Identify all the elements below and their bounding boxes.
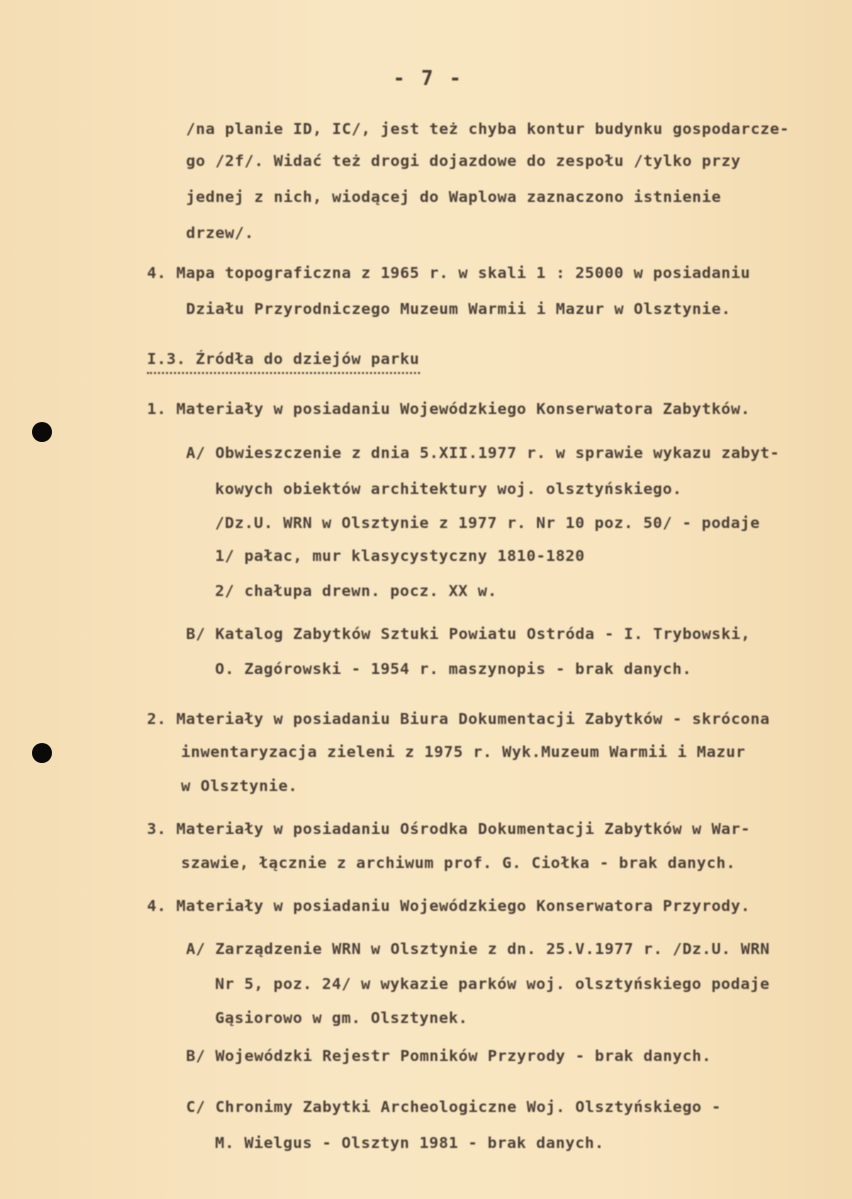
list-line: szawie, łącznie z archiwum prof. G. Ciołka - brak danych.: [181, 854, 736, 872]
map-item-line: Działu Przyrodniczego Muzeum Warmii i Mazur w Olsztynie.: [186, 300, 731, 318]
list-line: Nr 5, poz. 24/ w wykazie parków woj. olsztyńskiego podaje: [215, 975, 770, 993]
punch-hole-top: [32, 422, 52, 442]
list-line: 2. Materiały w posiadaniu Biura Dokumentacji Zabytków - skrócona: [147, 710, 770, 728]
list-line: 4. Materiały w posiadaniu Wojewódzkiego Konserwatora Przyrody.: [147, 897, 751, 915]
list-line: w Olsztynie.: [181, 777, 298, 795]
intro-line: jednej z nich, wiodącej do Waplowa zaznaczono istnienie: [186, 188, 722, 206]
list-line: B/ Katalog Zabytków Sztuki Powiatu Ostróda - I. Trybowski,: [186, 625, 751, 643]
list-line: A/ Zarządzenie WRN w Olsztynie z dn. 25.V.1977 r. /Dz.U. WRN: [186, 940, 770, 958]
list-line: Gąsiorowo w gm. Olsztynek.: [215, 1009, 469, 1027]
list-line: M. Wielgus - Olsztyn 1981 - brak danych.: [215, 1134, 605, 1152]
list-line: 1. Materiały w posiadaniu Wojewódzkiego Konserwatora Zabytków.: [147, 400, 751, 418]
intro-line: go /2f/. Widać też drogi dojazdowe do zespołu /tylko przy: [186, 152, 741, 170]
map-item-line: 4. Mapa topograficzna z 1965 r. w skali 1 : 25000 w posiadaniu: [147, 264, 751, 282]
list-line: A/ Obwieszczenie z dnia 5.XII.1977 r. w sprawie wykazu zabyt-: [186, 444, 780, 462]
list-line: 2/ chałupa drewn. pocz. XX w.: [215, 582, 498, 600]
list-line: B/ Wojewódzki Rejestr Pomników Przyrody - brak danych.: [186, 1047, 712, 1065]
list-line: inwentaryzacja zieleni z 1975 r. Wyk.Muzeum Warmii i Mazur: [181, 743, 746, 761]
page-number: - 7 -: [393, 66, 464, 90]
list-line: 1/ pałac, mur klasycystyczny 1810-1820: [215, 547, 585, 565]
intro-line: /na planie ID, IC/, jest też chyba kontur budynku gospodarcze-: [186, 120, 790, 138]
intro-line: drzew/.: [186, 224, 255, 242]
punch-hole-bottom: [32, 743, 52, 763]
list-line: O. Zagórowski - 1954 r. maszynopis - brak danych.: [215, 660, 692, 678]
list-line: C/ Chronimy Zabytki Archeologiczne Woj. Olsztyńskiego -: [186, 1098, 722, 1116]
list-line: kowych obiektów architektury woj. olsztyńskiego.: [215, 480, 683, 498]
list-line: 3. Materiały w posiadaniu Ośrodka Dokumentacji Zabytków w War-: [147, 820, 751, 838]
section-heading: I.3. Źródła do dziejów parku: [147, 350, 420, 374]
list-line: /Dz.U. WRN w Olsztynie z 1977 r. Nr 10 poz. 50/ - podaje: [215, 514, 760, 532]
